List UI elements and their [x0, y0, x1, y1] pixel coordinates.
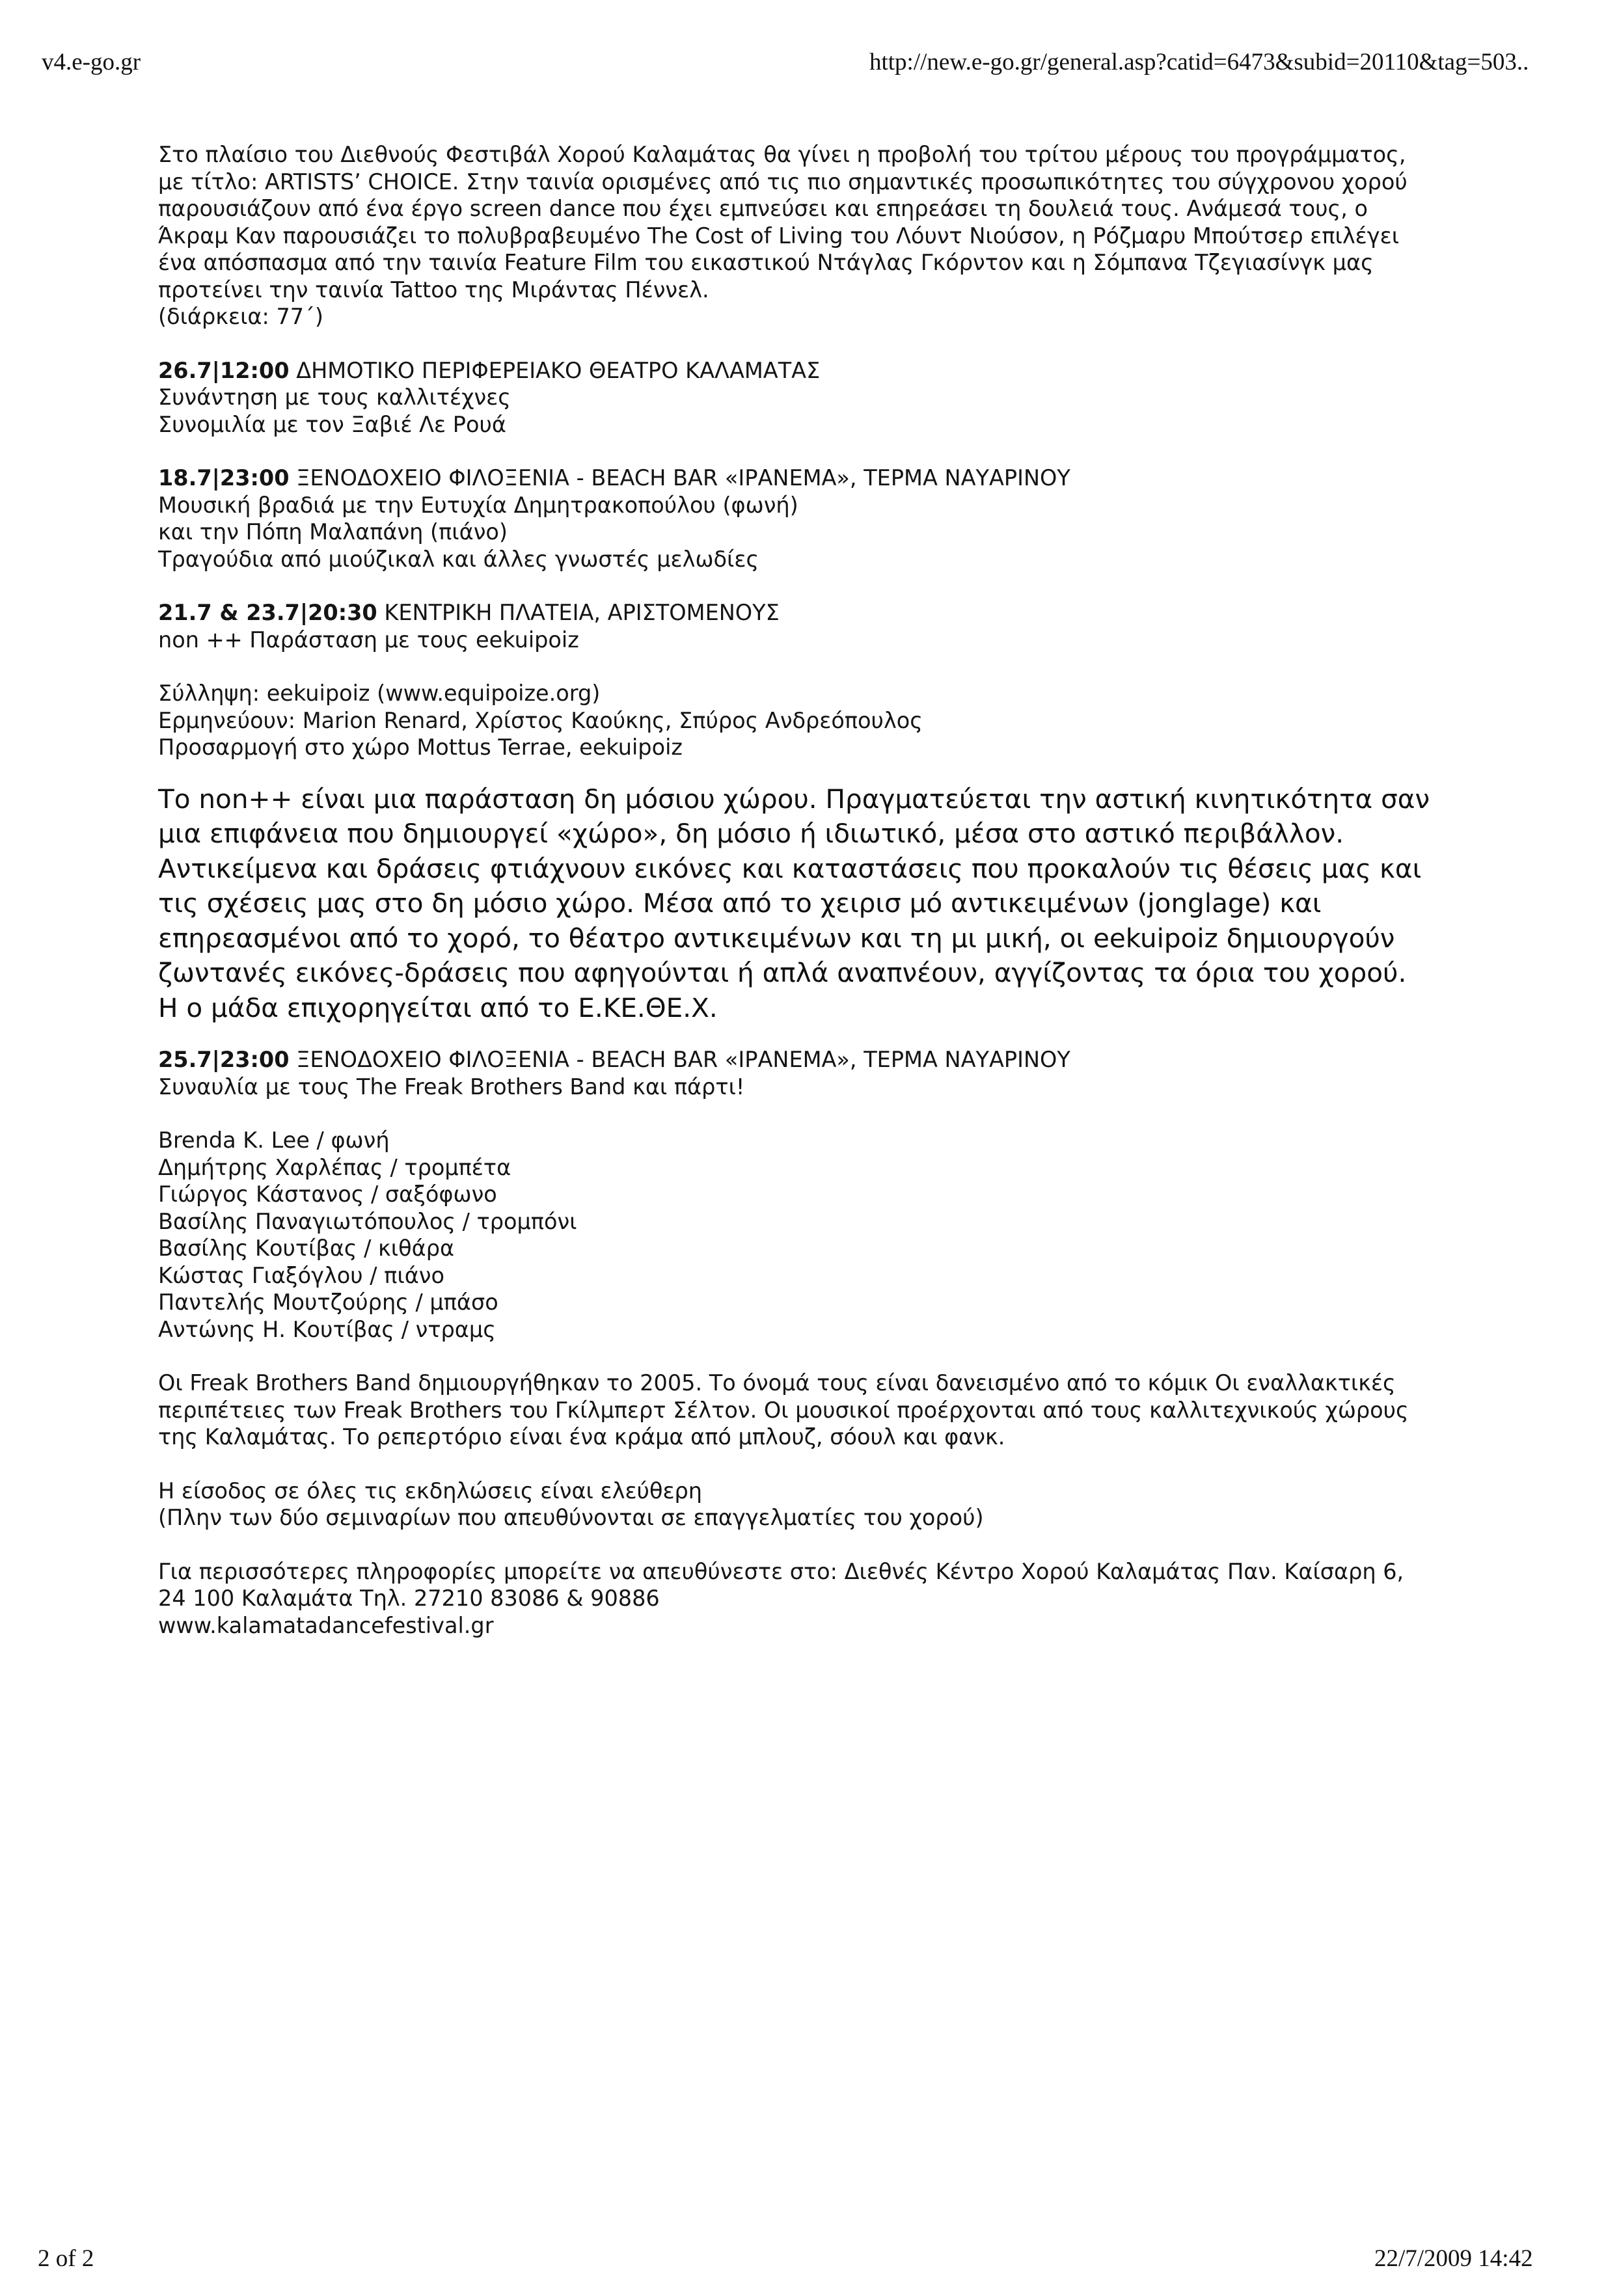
- member-line: Αντώνης Η. Κουτίβας / ντραμς: [158, 1316, 496, 1342]
- event-line: Τραγούδια από μιούζικαλ και άλλες γνωστές μελωδίες: [158, 546, 759, 572]
- description-line: τις σχέσεις μας στο δη μόσιο χώρο. Μέσα από το χειρισ μό αντικειμένων (jonglage) και: [158, 887, 1322, 919]
- event-venue: ΔΗΜΟΤΙΚΟ ΠΕΡΙΦΕΡΕΙΑΚΟ ΘΕΑΤΡΟ ΚΑΛΑΜΑΤΑΣ: [296, 357, 821, 383]
- event-26-7: [158, 357, 1492, 439]
- admission-line: (Πλην των δύο σεμιναρίων που απευθύνονται σε επαγγελματίες του χορού): [158, 1505, 984, 1530]
- event-line: Συνάντηση με τους καλλιτέχνες: [158, 385, 511, 410]
- event-description: [158, 782, 1492, 1026]
- member-line: Γιώργος Κάστανος / σαξόφωνο: [158, 1182, 497, 1207]
- contact-website[interactable]: www.kalamatadancefestival.gr: [158, 1612, 494, 1638]
- intro-duration: (διάρκεια: 77΄): [158, 304, 323, 329]
- description-line: ζωντανές εικόνες-δράσεις που αφηγούνται ή απλά αναπνέουν, αγγίζοντας τα όρια του χορού.: [158, 957, 1407, 988]
- event-heading: [158, 357, 1492, 385]
- event-date: 21.7 & 23.7|20:30: [158, 600, 377, 625]
- contact-line: Για περισσότερες πληροφορίες μπορείτε να απευθύνεστε στο: Διεθνές Κέντρο Χορού Καλαμάτας Παν. Καίσαρη 6,: [158, 1558, 1404, 1584]
- about-line: της Καλαμάτας. Το ρεπερτόριο είναι ένα κράμα από μπλουζ, σόουλ και φανκ.: [158, 1424, 1005, 1450]
- admission-note: [158, 1478, 1492, 1532]
- event-line: και την Πόπη Μαλαπάνη (πιάνο): [158, 519, 508, 545]
- intro-line: Στο πλαίσιο του Διεθνούς Φεστιβάλ Χορού Καλαμάτας θα γίνει η προβολή του τρίτου μέρους του προγράμματος,: [158, 142, 1406, 167]
- description-line: Η ο μάδα επιχορηγείται από το Ε.ΚΕ.ΘΕ.Χ.: [158, 992, 718, 1023]
- event-21-7: [158, 599, 1492, 653]
- event-credits: [158, 680, 1492, 761]
- credit-line: Σύλληψη: eekuipoiz (www.equipoize.org): [158, 681, 601, 706]
- event-date: 26.7|12:00: [158, 357, 290, 383]
- credit-line: Προσαρμογή στο χώρο Mottus Terrae, eekuipoiz: [158, 735, 683, 760]
- member-line: Βασίλης Κουτίβας / κιθάρα: [158, 1236, 455, 1261]
- about-line: Οι Freak Brothers Band δημιουργήθηκαν το 2005. Το όνομά τους είναι δανεισμένο από το κόμικ Οι εναλλακτικές: [158, 1370, 1396, 1396]
- event-line: Μουσική βραδιά με την Ευτυχία Δημητρακοπούλου (φωνή): [158, 492, 798, 518]
- about-line: περιπέτειες των Freak Brothers του Γκίλμπερτ Σέλτον. Οι μουσικοί προέρχονται από τους καλλιτεχνικούς χώρους: [158, 1397, 1409, 1423]
- member-line: Παντελής Μουτζούρης / μπάσο: [158, 1290, 498, 1315]
- event-venue: ΚΕΝΤΡΙΚΗ ΠΛΑΤΕΙΑ, ΑΡΙΣΤΟΜΕΝΟΥΣ: [384, 600, 780, 625]
- description-line: Το non++ είναι μια παράσταση δη μόσιου χώρου. Πραγματεύεται την αστική κινητικότητα σαν: [158, 783, 1430, 815]
- description-line: μια επιφάνεια που δημιουργεί «χώρο», δη μόσιο ή ιδιωτικό, μέσα στο αστικό περιβάλλον.: [158, 818, 1344, 849]
- description-line: Αντικείμενα και δράσεις φτιάχνουν εικόνες και καταστάσεις που προκαλούν τις θέσεις μας και: [158, 852, 1422, 884]
- event-date: 25.7|23:00: [158, 1047, 290, 1072]
- admission-line: Η είσοδος σε όλες τις εκδηλώσεις είναι ελεύθερη: [158, 1478, 703, 1504]
- intro-line: ένα απόσπασμα από την ταινία Feature Film του εικαστικού Ντάγλας Γκόρντον και η Σόμπανα Τζεγιασίνγκ μας: [158, 250, 1374, 275]
- contact-line: 24 100 Καλαμάτα Τηλ. 27210 83086 & 90886: [158, 1586, 660, 1611]
- event-heading: [158, 465, 1492, 492]
- footer-timestamp: 22/7/2009 14:42: [1374, 2245, 1533, 2272]
- intro-paragraph: [158, 141, 1492, 331]
- event-title: non ++ Παράσταση με τους eekuipoiz: [158, 627, 579, 653]
- footer-page-number: 2 of 2: [38, 2245, 94, 2272]
- intro-line: παρουσιάζουν από ένα έργο screen dance που έχει εμπνεύσει και επηρεάσει τη δουλειά τους. Ανάμεσά τους, ο: [158, 196, 1368, 221]
- intro-line: προτείνει την ταινία Tattoo της Μιράντας Πέννελ.: [158, 277, 709, 303]
- band-members: [158, 1127, 1492, 1343]
- intro-line: Άκραμ Καν παρουσιάζει το πολυβραβευμένο The Cost of Living του Λόυντ Νιούσον, η Ρόζμαρυ Μπούτσερ επιλέγει: [158, 223, 1400, 249]
- event-venue: ΞΕΝΟΔΟΧΕΙΟ ΦΙΛΟΞΕΝΙΑ - BEACH BAR «ΙΡΑΝΕΜΑ», ΤΕΡΜΑ ΝΑΥΑΡΙΝΟΥ: [296, 1047, 1070, 1072]
- header-site: v4.e-go.gr: [42, 49, 141, 75]
- member-line: Δημήτρης Χαρλέπας / τρομπέτα: [158, 1154, 511, 1180]
- intro-line: με τίτλο: ARTISTS’ CHOICE. Στην ταινία ορισμένες από τις πιο σημαντικές προσωπικότητες του σύγχρονου χορού: [158, 169, 1408, 195]
- header-url: http://new.e-go.gr/general.asp?catid=6473&subid=20110&tag=503..: [869, 49, 1529, 75]
- event-line: Συνομιλία με τον Ξαβιέ Λε Ρουά: [158, 411, 506, 437]
- event-18-7: [158, 465, 1492, 573]
- event-heading: [158, 599, 1492, 627]
- document-body: [158, 141, 1492, 1639]
- band-about: [158, 1370, 1492, 1451]
- description-line: επηρεασμένοι από το χορό, το θέατρο αντικειμένων και τη μι μική, οι eekuipoiz δημιουργούν: [158, 922, 1395, 954]
- credit-line: Ερμηνεύουν: Marion Renard, Χρίστος Καούκης, Σπύρος Ανδρεόπουλος: [158, 707, 923, 733]
- event-venue: ΞΕΝΟΔΟΧΕΙΟ ΦΙΛΟΞΕΝΙΑ - BEACH BAR «ΙΡΑΝΕΜΑ», ΤΕΡΜΑ ΝΑΥΑΡΙΝΟΥ: [296, 465, 1070, 491]
- member-line: Brenda K. Lee / φωνή: [158, 1128, 390, 1153]
- event-25-7: [158, 1046, 1492, 1100]
- member-line: Κώστας Γιαξόγλου / πιάνο: [158, 1262, 444, 1288]
- event-title: Συναυλία με τους The Freak Brothers Band και πάρτι!: [158, 1074, 745, 1100]
- member-line: Βασίλης Παναγιωτόπουλος / τρομπόνι: [158, 1208, 577, 1234]
- contact-info: [158, 1558, 1492, 1640]
- event-date: 18.7|23:00: [158, 465, 290, 491]
- event-heading: [158, 1046, 1492, 1074]
